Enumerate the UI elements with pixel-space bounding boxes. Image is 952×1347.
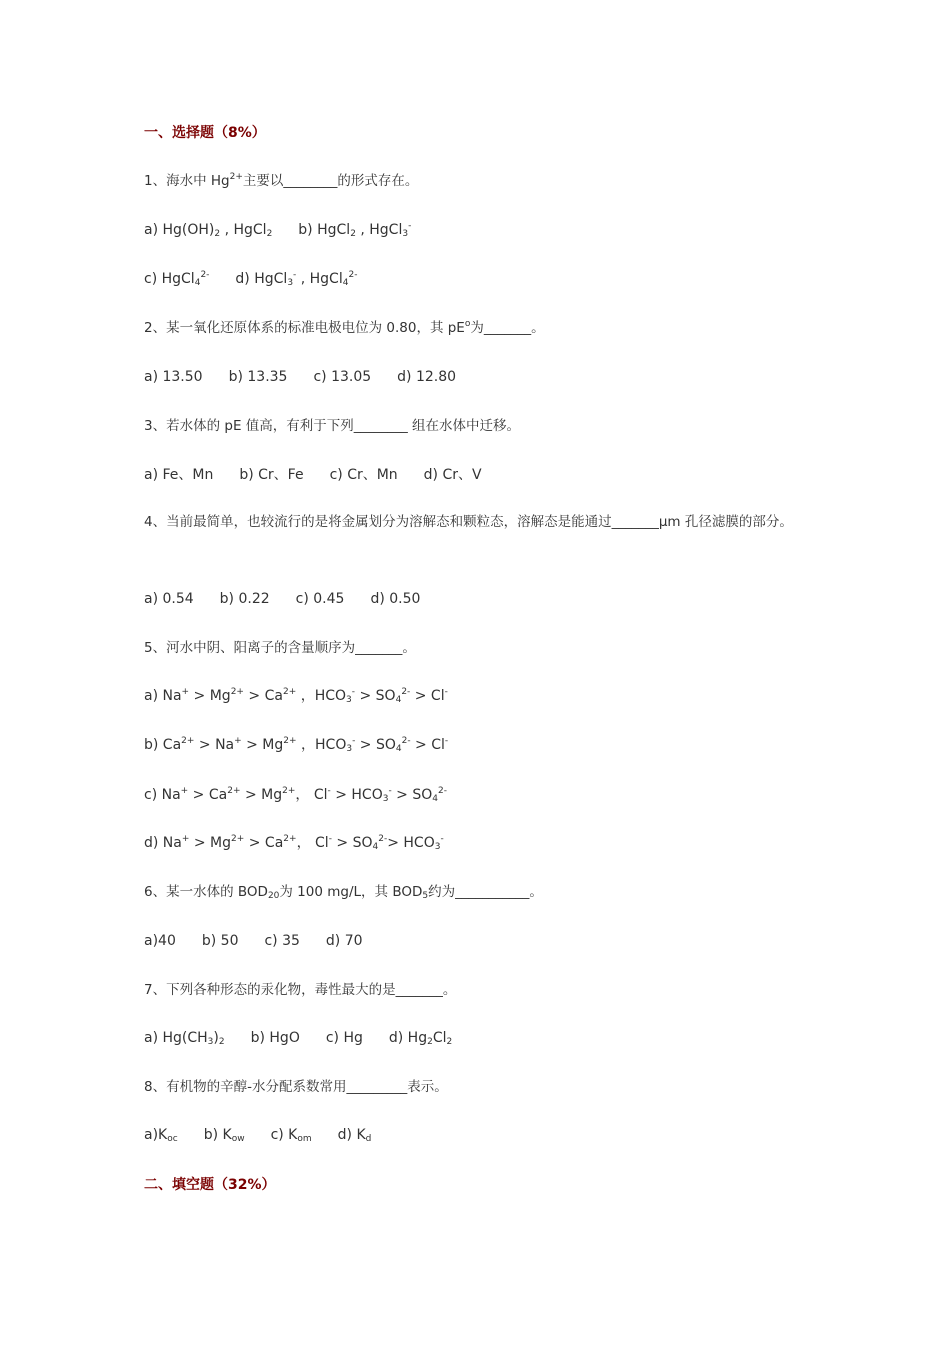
question-7: 7、下列各种形态的汞化物，毒性最大的是_______。 (144, 982, 457, 998)
question-4-options: a) 0.54 b) 0.22 c) 0.45 d) 0.50 (144, 591, 421, 607)
question-3: 3、若水体的 pE 值高，有利于下列________ 组在水体中迁移。 (144, 418, 521, 434)
question-1-options-ab: a) $Hg(OH)_2$ , HgCl$_2$ b) HgCl$_2$ , HgCl$_3$- (144, 221, 412, 239)
question-8: 8、有机物的辛醇-水分配系数常用_________表示。 (144, 1079, 448, 1095)
question-2-options: a) 13.50 b) 13.35 c) 13.05 d) 12.80 (144, 369, 457, 385)
question-5-option-b: b) $Ca^{2+} > Na^+ > Mg^{2+}$ ，$HCO_3^- > SO_4^{2-} > Cl^-$ (144, 736, 449, 754)
question-5: 5、河水中阴、阳离子的含量顺序为_______。 (144, 640, 416, 656)
question-6: 6、某一水体的 $BOD_{20}$为 100 mg/L，其 $BOD_5$约为___________。 (144, 884, 543, 901)
question-1-options-cd: c) HgCl$_4^{2-}$ d) HgCl$_3$- , HgCl$_4^{2-}$ (144, 270, 358, 288)
question-5-option-d: d) $Na^+ > Mg^{2+} > Ca^{2+}$， $Cl^- > SO_4^{2-}> HCO_3^-$ (144, 834, 444, 852)
question-5-option-a: a) $Na^+ > Mg^{2+} > Ca^{2+}$ ，$HCO_3^- > SO_4^{2-} > Cl^-$ (144, 687, 448, 705)
question-5-option-c: c) $Na^+ > Ca^{2+} > Mg^{2+}$， $Cl^- > HCO_3^- > SO_4^{2-}$ (144, 786, 447, 804)
question-4: 4、当前最简单，也较流行的是将金属划分为溶解态和颗粒态，溶解态是能通过_______μm 孔径滤膜的部分。 (144, 514, 793, 530)
question-8-options: $a)K_{oc}$ b) $K_{ow}$ c) $K_{om}$ d) $K_d$ (144, 1127, 372, 1144)
section-title-fill-blank: 二、填空题（32%） (144, 1177, 276, 1193)
question-7-options: a) $Hg(CH_3)_2$ b) HgO c) Hg d) $Hg_2Cl_2$ (144, 1030, 453, 1047)
question-2: 2、某一氧化还原体系的标准电极电位为 0.80，其 $pE^o$为_______。 (144, 319, 545, 336)
question-3-options: a) Fe、Mn b) Cr、Fe c) Cr、Mn d) Cr、V (144, 467, 482, 483)
section-title-choice: 一、选择题（8%） (144, 125, 266, 141)
question-1: 1、海水中 $Hg^{2+}$主要以________的形式存在。 (144, 172, 419, 189)
question-6-options: a)40 b) 50 c) 35 d) 70 (144, 933, 363, 949)
